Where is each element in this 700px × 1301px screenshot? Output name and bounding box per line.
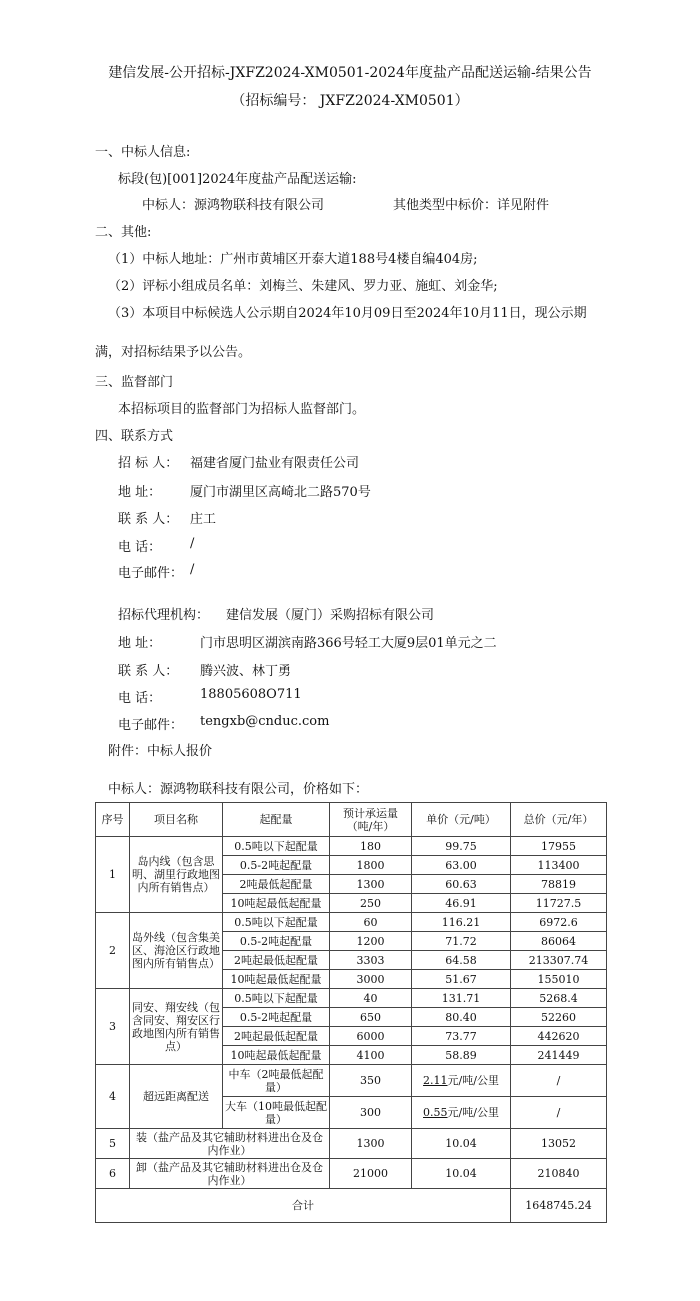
table-row bbox=[96, 1129, 607, 1159]
evaluation-members: （2）评标小组成员名单：刘梅兰、朱建风、罗力亚、施虹、刘金华; bbox=[108, 279, 498, 294]
publicity-period-cont: 满，对招标结果予以公告。 bbox=[95, 345, 252, 360]
row-start: 2吨最低起配量 bbox=[223, 875, 330, 894]
table-row bbox=[96, 913, 607, 932]
row-item: 超远距离配送 bbox=[130, 1065, 223, 1129]
supervision-text: 本招标项目的监督部门为招标人监督部门。 bbox=[118, 402, 366, 417]
row-volume: 21000 bbox=[330, 1159, 412, 1189]
row-total: 5268.4 bbox=[511, 989, 607, 1008]
tenderer-value: 福建省厦门盐业有限责任公司 bbox=[190, 456, 360, 471]
header-no: 序号 bbox=[96, 803, 130, 837]
row-start: 0.5-2吨起配量 bbox=[223, 932, 330, 951]
phone-value: / bbox=[190, 536, 195, 551]
row-total: 86064 bbox=[511, 932, 607, 951]
row-total: / bbox=[511, 1097, 607, 1129]
table-row bbox=[96, 1065, 607, 1097]
row-price: 46.91 bbox=[412, 894, 511, 913]
row-volume: 1200 bbox=[330, 932, 412, 951]
row-volume: 60 bbox=[330, 913, 412, 932]
row-no: 1 bbox=[96, 837, 130, 913]
row-start: 0.5-2吨起配量 bbox=[223, 1008, 330, 1027]
row-price-unit: 元/吨/公里 bbox=[447, 1106, 499, 1119]
email-value: / bbox=[190, 562, 195, 577]
row-total: 78819 bbox=[511, 875, 607, 894]
section-1-heading: 一、中标人信息: bbox=[95, 145, 191, 160]
agency-email-label: 电子邮件： bbox=[118, 718, 184, 733]
row-total: 113400 bbox=[511, 856, 607, 875]
row-price: 10.04 bbox=[412, 1159, 511, 1189]
header-unit-price: 单价（元/吨） bbox=[412, 803, 511, 837]
row-total: 442620 bbox=[511, 1027, 607, 1046]
table-row bbox=[96, 989, 607, 1008]
row-total: 52260 bbox=[511, 1008, 607, 1027]
row-volume: 4100 bbox=[330, 1046, 412, 1065]
agency-value: 建信发展（厦门）采购招标有限公司 bbox=[226, 608, 435, 623]
row-total: / bbox=[511, 1065, 607, 1097]
phone-label: 电 话： bbox=[118, 540, 162, 555]
row-volume: 650 bbox=[330, 1008, 412, 1027]
row-no: 2 bbox=[96, 913, 130, 989]
row-volume: 1300 bbox=[330, 875, 412, 894]
publicity-period: （3）本项目中标候选人公示期自2024年10月09日至2024年10月11日，现公示期 bbox=[108, 306, 587, 321]
row-item: 装（盐产品及其它辅助材料进出仓及仓内作业） bbox=[130, 1129, 330, 1159]
row-start: 2吨起最低起配量 bbox=[223, 951, 330, 970]
address-value: 厦门市湖里区高崎北二路570号 bbox=[190, 485, 371, 500]
row-price: 10.04 bbox=[412, 1129, 511, 1159]
row-volume: 250 bbox=[330, 894, 412, 913]
row-price: 131.71 bbox=[412, 989, 511, 1008]
row-item: 岛外线（包含集美区、海沧区行政地图内所有销售点） bbox=[130, 913, 223, 989]
agency-contact-label: 联 系 人： bbox=[118, 664, 179, 679]
table-intro: 中标人：源鸿物联科技有限公司，价格如下： bbox=[108, 782, 369, 797]
sum-label: 合计 bbox=[96, 1189, 511, 1223]
contact-value: 庄工 bbox=[190, 512, 217, 527]
row-price-unit: 元/吨/公里 bbox=[447, 1074, 499, 1087]
row-price bbox=[412, 1065, 511, 1097]
row-total: 6972.6 bbox=[511, 913, 607, 932]
row-start: 中车（2吨最低起配量） bbox=[223, 1065, 330, 1097]
section-4-heading: 四、联系方式 bbox=[95, 429, 174, 444]
row-item: 卸（盐产品及其它辅助材料进出仓及仓内作业） bbox=[130, 1159, 330, 1189]
attachment-line: 附件：中标人报价 bbox=[108, 744, 213, 759]
row-volume: 180 bbox=[330, 837, 412, 856]
row-start: 10吨起最低起配量 bbox=[223, 970, 330, 989]
row-volume: 350 bbox=[330, 1065, 412, 1097]
row-no: 5 bbox=[96, 1129, 130, 1159]
row-price: 73.77 bbox=[412, 1027, 511, 1046]
row-price: 63.00 bbox=[412, 856, 511, 875]
row-start: 10吨起最低起配量 bbox=[223, 1046, 330, 1065]
row-total: 213307.74 bbox=[511, 951, 607, 970]
table-sum-row bbox=[96, 1189, 607, 1223]
table-header-row bbox=[96, 803, 607, 837]
row-start: 0.5-2吨起配量 bbox=[223, 856, 330, 875]
header-total: 总价（元/年） bbox=[511, 803, 607, 837]
row-start: 0.5吨以下起配量 bbox=[223, 913, 330, 932]
row-price: 80.40 bbox=[412, 1008, 511, 1027]
section-3-heading: 三、监督部门 bbox=[95, 375, 174, 390]
row-no: 4 bbox=[96, 1065, 130, 1129]
row-price-value: 0.55 bbox=[423, 1106, 448, 1119]
winner-address: （1）中标人地址：广州市黄埔区开泰大道188号4楼自编404房; bbox=[108, 252, 478, 267]
row-price: 51.67 bbox=[412, 970, 511, 989]
winner-name: 中标人：源鸿物联科技有限公司 bbox=[142, 198, 325, 213]
row-total: 210840 bbox=[511, 1159, 607, 1189]
row-volume: 3000 bbox=[330, 970, 412, 989]
row-volume: 300 bbox=[330, 1097, 412, 1129]
winning-price: 其他类型中标价：详见附件 bbox=[393, 198, 550, 213]
agency-phone-value: 18805608O711 bbox=[200, 687, 302, 702]
row-price: 60.63 bbox=[412, 875, 511, 894]
row-volume: 1800 bbox=[330, 856, 412, 875]
row-start: 0.5吨以下起配量 bbox=[223, 989, 330, 1008]
sum-value: 1648745.24 bbox=[511, 1189, 607, 1223]
header-item: 项目名称 bbox=[130, 803, 223, 837]
header-start: 起配量 bbox=[223, 803, 330, 837]
row-volume: 6000 bbox=[330, 1027, 412, 1046]
row-total: 17955 bbox=[511, 837, 607, 856]
section-2-heading: 二、其他: bbox=[95, 225, 152, 240]
price-table bbox=[95, 802, 607, 1223]
row-start: 大车（10吨最低起配量） bbox=[223, 1097, 330, 1129]
contact-label: 联 系 人： bbox=[118, 512, 179, 527]
row-price: 64.58 bbox=[412, 951, 511, 970]
row-total: 11727.5 bbox=[511, 894, 607, 913]
table-row bbox=[96, 837, 607, 856]
row-start: 0.5吨以下起配量 bbox=[223, 837, 330, 856]
tenderer-label: 招 标 人： bbox=[118, 456, 179, 471]
agency-address-value: 门市思明区湖滨南路366号轻工大厦9层01单元之二 bbox=[200, 636, 497, 651]
email-label: 电子邮件： bbox=[118, 566, 184, 581]
agency-label: 招标代理机构： bbox=[118, 608, 210, 623]
lot-line: 标段(包)[001]2024年度盐产品配送运输: bbox=[118, 172, 357, 187]
row-total: 155010 bbox=[511, 970, 607, 989]
row-volume: 3303 bbox=[330, 951, 412, 970]
page-title: 建信发展-公开招标-JXFZ2024-XM0501-2024年度盐产品配送运输-结果公告 bbox=[108, 65, 592, 81]
row-item: 岛内线（包含思明、湖里行政地图内所有销售点） bbox=[130, 837, 223, 913]
header-volume: 预计承运量（吨/年） bbox=[330, 803, 412, 837]
row-total: 13052 bbox=[511, 1129, 607, 1159]
row-price: 99.75 bbox=[412, 837, 511, 856]
row-price: 71.72 bbox=[412, 932, 511, 951]
tender-number: （招标编号： JXFZ2024-XM0501） bbox=[231, 93, 469, 109]
agency-phone-label: 电 话： bbox=[118, 691, 162, 706]
row-total: 241449 bbox=[511, 1046, 607, 1065]
row-volume: 40 bbox=[330, 989, 412, 1008]
row-price-value: 2.11 bbox=[423, 1074, 448, 1087]
row-start: 10吨起最低起配量 bbox=[223, 894, 330, 913]
table-row bbox=[96, 1159, 607, 1189]
row-price bbox=[412, 1097, 511, 1129]
agency-contact-value: 腾兴波、林丁勇 bbox=[200, 664, 292, 679]
row-no: 6 bbox=[96, 1159, 130, 1189]
agency-email-value: tengxb@cnduc.com bbox=[200, 714, 330, 729]
row-price: 116.21 bbox=[412, 913, 511, 932]
row-price: 58.89 bbox=[412, 1046, 511, 1065]
address-label: 地 址： bbox=[118, 485, 162, 500]
row-volume: 1300 bbox=[330, 1129, 412, 1159]
row-item: 同安、翔安线（包含同安、翔安区行政地图内所有销售点） bbox=[130, 989, 223, 1065]
row-no: 3 bbox=[96, 989, 130, 1065]
row-start: 2吨起最低起配量 bbox=[223, 1027, 330, 1046]
agency-address-label: 地 址： bbox=[118, 636, 162, 651]
